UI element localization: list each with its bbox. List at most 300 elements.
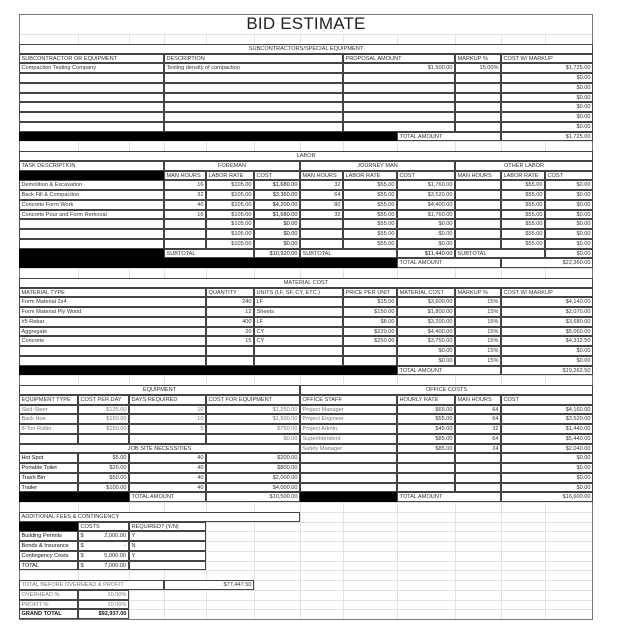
subcontractor-cell[interactable] (455, 83, 501, 93)
office-cell[interactable] (300, 463, 397, 473)
labor-cell[interactable] (164, 239, 206, 249)
labor-cell[interactable]: 40 (164, 200, 206, 210)
section-title-equipment[interactable]: EQUIPMENT (19, 385, 300, 395)
equipment-cell[interactable]: 10 (129, 405, 206, 415)
office-cell[interactable]: $0.00 (501, 463, 593, 473)
fee-label[interactable]: Contingency Costs (19, 551, 78, 561)
office-cell[interactable]: Superintendent (300, 434, 397, 444)
equipment-cell[interactable] (78, 434, 129, 444)
material-cell[interactable]: CY (254, 336, 343, 346)
subcontractor-cell[interactable] (343, 83, 455, 93)
subcontractor-cell[interactable] (19, 122, 164, 132)
office-cell[interactable]: $0.00 (501, 483, 593, 493)
labor-cell[interactable] (164, 229, 206, 239)
jobsite-cell[interactable]: Portable Toilet (19, 463, 78, 473)
fee-label[interactable]: TOTAL (19, 561, 78, 571)
column-header[interactable]: LABOR RATE (343, 171, 397, 181)
labor-total[interactable]: $22,360.00 (501, 258, 593, 268)
total-before-value[interactable]: $77,447.50 (164, 580, 254, 590)
section-title-material[interactable]: MATERIAL COST (19, 278, 593, 288)
labor-cell[interactable]: $0.00 (545, 190, 593, 200)
office-cell[interactable] (455, 453, 501, 463)
labor-cell[interactable] (300, 219, 343, 229)
column-header[interactable]: DAYS REQUIRED (129, 395, 206, 405)
subcontractor-cell[interactable] (343, 93, 455, 103)
jobsite-cell[interactable]: $2,000.00 (206, 473, 300, 483)
labor-cell[interactable]: $55.00 (343, 200, 397, 210)
office-cell[interactable] (397, 473, 455, 483)
subcontractor-cell[interactable] (455, 122, 501, 132)
office-cell[interactable]: $2,040.00 (501, 444, 593, 454)
fee-required[interactable]: N (129, 541, 206, 551)
office-cell[interactable] (397, 453, 455, 463)
office-cell[interactable] (455, 483, 501, 493)
subcontractor-cell[interactable] (343, 122, 455, 132)
material-cell[interactable]: $0.00 (397, 346, 455, 356)
jobsite-cell[interactable]: 40 (129, 463, 206, 473)
task-description[interactable] (19, 229, 164, 239)
column-header[interactable]: SUBCONTRACTOR OR EQUIPMENT (19, 54, 164, 64)
labor-cell[interactable]: $0.00 (545, 219, 593, 229)
column-header[interactable]: COST (397, 171, 455, 181)
labor-cell[interactable]: $3,360.00 (254, 190, 300, 200)
material-cell[interactable]: $0.00 (397, 356, 455, 366)
jobsite-cell[interactable]: 40 (129, 453, 206, 463)
material-cell[interactable]: 15% (455, 346, 501, 356)
labor-cell[interactable]: $105.00 (206, 180, 254, 190)
column-header[interactable]: MATERIAL TYPE (19, 288, 206, 298)
task-description[interactable] (19, 239, 164, 249)
office-cell[interactable]: $55.00 (397, 414, 455, 424)
column-header[interactable]: MAN HOURS (455, 395, 501, 405)
material-cell[interactable]: $3,680.00 (501, 317, 593, 327)
material-cell[interactable]: Form Material 2x4 (19, 297, 206, 307)
fee-required[interactable] (129, 561, 206, 571)
grand-total-label[interactable]: GRAND TOTAL (19, 609, 78, 619)
task-description[interactable]: Back Fill & Compaction (19, 190, 164, 200)
material-cell[interactable]: 15% (455, 327, 501, 337)
office-cell[interactable]: $0.00 (501, 473, 593, 483)
subcontractor-cell[interactable] (164, 93, 343, 103)
office-cell[interactable]: 64 (455, 434, 501, 444)
labor-cell[interactable]: 32 (300, 210, 343, 220)
equipment-cell[interactable] (19, 434, 78, 444)
office-cell[interactable] (455, 463, 501, 473)
labor-cell[interactable]: $0.00 (545, 210, 593, 220)
subcontractor-cell[interactable] (19, 73, 164, 83)
labor-cell[interactable]: $1,760.00 (397, 180, 455, 190)
subcontractor-cell[interactable] (343, 102, 455, 112)
material-cell[interactable]: 400 (206, 317, 254, 327)
subtotal-label[interactable]: SUBTOTAL (164, 249, 254, 259)
column-header[interactable]: MAN HOURS (455, 171, 501, 181)
office-cell[interactable]: Project Admin (300, 424, 397, 434)
task-description[interactable]: Demolition & Excavation (19, 180, 164, 190)
subcontractor-cell[interactable] (19, 102, 164, 112)
labor-cell[interactable]: $105.00 (206, 190, 254, 200)
office-cell[interactable] (397, 483, 455, 493)
subcontractors-total[interactable]: $1,725.00 (501, 132, 593, 142)
subcontractor-cell[interactable]: 15.00% (455, 63, 501, 73)
labor-cell[interactable] (455, 200, 501, 210)
section-title-additional[interactable]: ADDITIONAL FEES & CONTINGENCY (19, 512, 300, 522)
jobsite-cell[interactable]: Trash Bin (19, 473, 78, 483)
labor-cell[interactable]: $0.00 (545, 200, 593, 210)
column-header[interactable]: COST FOR EQUIPMENT (206, 395, 300, 405)
fee-currency[interactable]: $ 7,000.00 (78, 561, 129, 571)
labor-cell[interactable]: 32 (164, 190, 206, 200)
equipment-cell[interactable]: 10 (129, 414, 206, 424)
column-header[interactable]: LABOR RATE (206, 171, 254, 181)
group-header-foreman[interactable]: FOREMAN (164, 161, 300, 171)
labor-cell[interactable] (164, 219, 206, 229)
total-before-label[interactable]: TOTAL BEFORE OVERHEAD & PROFIT (19, 580, 164, 590)
labor-cell[interactable]: $0.00 (254, 239, 300, 249)
material-cell[interactable]: Sheets (254, 307, 343, 317)
column-header[interactable]: PROPOSAL AMOUNT (343, 54, 455, 64)
group-header-journeyman[interactable]: JOURNEY MAN (300, 161, 455, 171)
office-cell[interactable]: $85.00 (397, 434, 455, 444)
material-cell[interactable]: 15% (455, 356, 501, 366)
labor-cell[interactable]: $105.00 (206, 210, 254, 220)
subcontractor-cell[interactable]: $0.00 (501, 93, 593, 103)
group-header-other[interactable]: OTHER LABOR (455, 161, 593, 171)
jobsite-cell[interactable]: $50.00 (78, 473, 129, 483)
material-cell[interactable]: $250.00 (343, 336, 397, 346)
jobsite-cell[interactable]: Hot Spot (19, 453, 78, 463)
section-title-office[interactable]: OFFICE COSTS (300, 385, 593, 395)
labor-cell[interactable]: 64 (300, 190, 343, 200)
column-header[interactable]: COST PER DAY (78, 395, 129, 405)
subcontractor-cell[interactable] (343, 73, 455, 83)
jobsite-cell[interactable]: $20.00 (78, 463, 129, 473)
column-header[interactable]: QUANTITY (206, 288, 254, 298)
jobsite-cell[interactable]: $100.00 (78, 483, 129, 493)
material-cell[interactable] (206, 346, 254, 356)
material-cell[interactable]: $3,750.00 (397, 336, 455, 346)
profit-value[interactable]: 10.00% (78, 600, 129, 610)
overhead-label[interactable]: OVERHEAD % (19, 590, 78, 600)
column-header[interactable]: MATERIAL COST (397, 288, 455, 298)
office-cell[interactable]: Project Manager (300, 405, 397, 415)
labor-cell[interactable] (300, 239, 343, 249)
column-header[interactable]: COST (254, 171, 300, 181)
labor-cell[interactable]: $0.00 (254, 229, 300, 239)
jobsite-cell[interactable]: 40 (129, 483, 206, 493)
labor-cell[interactable]: $55.00 (343, 210, 397, 220)
subcontractor-cell[interactable] (19, 83, 164, 93)
fee-currency[interactable]: $ - (78, 541, 129, 551)
fee-required[interactable]: Y (129, 551, 206, 561)
labor-cell[interactable]: $0.00 (397, 229, 455, 239)
material-cell[interactable] (19, 346, 206, 356)
labor-cell[interactable]: $4,400.00 (397, 200, 455, 210)
office-cell[interactable]: Safety Manager (300, 444, 397, 454)
subtotal-label[interactable]: SUBTOTAL (455, 249, 545, 259)
equipment-cell[interactable]: $750.00 (206, 424, 300, 434)
subcontractor-cell[interactable] (164, 83, 343, 93)
office-cell[interactable]: 32 (455, 424, 501, 434)
material-cell[interactable]: $2,070.00 (501, 307, 593, 317)
column-header[interactable]: UNITS (LF, SF, CY, ETC.) (254, 288, 343, 298)
office-cell[interactable] (455, 473, 501, 483)
office-cell[interactable]: $4,160.00 (501, 405, 593, 415)
fee-currency[interactable]: $ 5,000.00 (78, 551, 129, 561)
other-subtotal[interactable]: $0.00 (545, 249, 593, 259)
subcontractor-cell[interactable]: $1,725.00 (501, 63, 593, 73)
labor-cell[interactable]: $0.00 (397, 239, 455, 249)
labor-cell[interactable]: 16 (164, 180, 206, 190)
column-header[interactable]: DESCRIPTION (164, 54, 343, 64)
column-header[interactable]: MARKUP % (455, 288, 501, 298)
material-cell[interactable]: $4,140.00 (501, 297, 593, 307)
material-cell[interactable]: $15.00 (343, 297, 397, 307)
column-header[interactable]: OFFICE STAFF (300, 395, 397, 405)
labor-cell[interactable]: $0.00 (397, 219, 455, 229)
total-label[interactable]: TOTAL AMOUNT (397, 258, 501, 268)
labor-cell[interactable]: $55.00 (501, 200, 545, 210)
equipment-cell[interactable]: $150.00 (78, 424, 129, 434)
labor-cell[interactable]: $0.00 (254, 219, 300, 229)
subcontractor-cell[interactable]: Testing density of compaction (164, 63, 343, 73)
column-header[interactable]: COST W/ MARKUP (501, 54, 593, 64)
column-header[interactable]: PRICE PER UNIT (343, 288, 397, 298)
material-cell[interactable]: $4,312.50 (501, 336, 593, 346)
section-title-subcontractors[interactable]: SUBCONTRACTORS/SPECIAL EQUIPMENT (19, 44, 593, 54)
material-cell[interactable]: LF (254, 317, 343, 327)
material-cell[interactable] (19, 356, 206, 366)
equipment-cell[interactable]: $1,250.00 (206, 405, 300, 415)
material-cell[interactable]: 20 (206, 327, 254, 337)
material-cell[interactable]: $5,060.00 (501, 327, 593, 337)
material-cell[interactable]: $150.00 (343, 307, 397, 317)
office-cell[interactable]: $3,520.00 (501, 414, 593, 424)
material-cell[interactable]: $1,800.00 (397, 307, 455, 317)
material-cell[interactable] (206, 356, 254, 366)
office-cell[interactable] (300, 483, 397, 493)
labor-cell[interactable]: $55.00 (501, 219, 545, 229)
jobsite-cell[interactable]: $4,000.00 (206, 483, 300, 493)
office-cell[interactable] (300, 453, 397, 463)
material-cell[interactable]: $0.00 (501, 356, 593, 366)
labor-cell[interactable]: $55.00 (501, 239, 545, 249)
column-header[interactable]: MARKUP % (455, 54, 501, 64)
material-cell[interactable]: 12 (206, 307, 254, 317)
labor-cell[interactable]: $55.00 (343, 219, 397, 229)
material-cell[interactable]: 15 (206, 336, 254, 346)
subcontractor-cell[interactable] (164, 122, 343, 132)
labor-cell[interactable]: $0.00 (545, 229, 593, 239)
material-cell[interactable]: CY (254, 327, 343, 337)
labor-cell[interactable]: $55.00 (343, 190, 397, 200)
material-cell[interactable] (254, 356, 343, 366)
material-cell[interactable]: #5 Rebar (19, 317, 206, 327)
fee-label[interactable]: Building Permits (19, 531, 78, 541)
material-cell[interactable]: 15% (455, 307, 501, 317)
task-description[interactable] (19, 219, 164, 229)
subcontractor-cell[interactable] (19, 93, 164, 103)
subcontractor-cell[interactable]: $1,500.00 (343, 63, 455, 73)
labor-cell[interactable]: $55.00 (343, 239, 397, 249)
column-header[interactable]: COST W/ MARKUP (501, 288, 593, 298)
labor-cell[interactable] (455, 180, 501, 190)
fee-currency[interactable]: $ 2,000.00 (78, 531, 129, 541)
subtotal-label[interactable]: SUBTOTAL (300, 249, 397, 259)
equipment-cell[interactable]: $125.00 (78, 405, 129, 415)
subcontractor-cell[interactable]: $0.00 (501, 122, 593, 132)
labor-cell[interactable]: $55.00 (501, 190, 545, 200)
column-header[interactable]: LABOR RATE (501, 171, 545, 181)
labor-cell[interactable]: $1,680.00 (254, 210, 300, 220)
material-total[interactable]: $19,262.50 (501, 366, 593, 376)
labor-cell[interactable]: $55.00 (501, 229, 545, 239)
material-cell[interactable]: 15% (455, 317, 501, 327)
labor-cell[interactable] (455, 190, 501, 200)
material-cell[interactable]: $220.00 (343, 327, 397, 337)
jobsite-cell[interactable]: $5.00 (78, 453, 129, 463)
labor-cell[interactable]: $55.00 (501, 210, 545, 220)
total-label[interactable]: TOTAL AMOUNT (397, 492, 501, 502)
foreman-subtotal[interactable]: $10,920.00 (254, 249, 300, 259)
labor-cell[interactable] (455, 210, 501, 220)
labor-cell[interactable]: 32 (300, 180, 343, 190)
grand-total-value[interactable]: $92,937.00 (78, 609, 129, 619)
subcontractor-cell[interactable] (19, 112, 164, 122)
office-cell[interactable]: 64 (455, 414, 501, 424)
subcontractor-cell[interactable]: $0.00 (501, 83, 593, 93)
subcontractor-cell[interactable]: $0.00 (501, 73, 593, 83)
labor-cell[interactable]: $105.00 (206, 200, 254, 210)
equipment-cell[interactable]: $1,500.00 (206, 414, 300, 424)
material-cell[interactable]: $0.00 (501, 346, 593, 356)
labor-cell[interactable]: $105.00 (206, 219, 254, 229)
equipment-cell[interactable] (129, 434, 206, 444)
subcontractor-cell[interactable] (164, 102, 343, 112)
fee-label[interactable]: Bonds & Insurance (19, 541, 78, 551)
labor-cell[interactable]: $0.00 (545, 180, 593, 190)
subcontractor-cell[interactable] (455, 102, 501, 112)
subcontractor-cell[interactable] (343, 112, 455, 122)
section-title-labor[interactable]: LABOR (19, 151, 593, 161)
subcontractor-cell[interactable] (164, 73, 343, 83)
column-header[interactable]: COST (501, 395, 593, 405)
labor-cell[interactable]: $1,760.00 (397, 210, 455, 220)
journeyman-subtotal[interactable]: $11,440.00 (397, 249, 455, 259)
jobsite-cell[interactable]: 40 (129, 473, 206, 483)
subcontractor-cell[interactable]: $0.00 (501, 102, 593, 112)
material-cell[interactable]: Concrete (19, 336, 206, 346)
labor-cell[interactable]: $0.00 (545, 239, 593, 249)
column-header[interactable]: HOURLY RATE (397, 395, 455, 405)
labor-cell[interactable]: 80 (300, 200, 343, 210)
labor-cell[interactable]: $105.00 (206, 239, 254, 249)
column-header[interactable]: COST (545, 171, 593, 181)
subcontractor-cell[interactable]: Compaction Testing Company (19, 63, 164, 73)
material-cell[interactable]: 15% (455, 336, 501, 346)
equipment-cell[interactable]: Back Hoe (19, 414, 78, 424)
material-cell[interactable]: $8.00 (343, 317, 397, 327)
labor-cell[interactable]: $55.00 (501, 180, 545, 190)
material-cell[interactable]: $3,200.00 (397, 317, 455, 327)
labor-cell[interactable]: $3,520.00 (397, 190, 455, 200)
equipment-cell[interactable]: $150.00 (78, 414, 129, 424)
subcontractor-cell[interactable]: $0.00 (501, 112, 593, 122)
office-total[interactable]: $16,600.00 (501, 492, 593, 502)
jobsite-cell[interactable]: $200.00 (206, 453, 300, 463)
material-cell[interactable] (343, 356, 397, 366)
total-label[interactable]: TOTAL AMOUNT (129, 492, 206, 502)
equipment-total[interactable]: $10,500.00 (206, 492, 300, 502)
equipment-cell[interactable]: 8-Ton Roller (19, 424, 78, 434)
subcontractor-cell[interactable] (455, 73, 501, 83)
labor-cell[interactable] (455, 219, 501, 229)
jobsite-cell[interactable]: Trailer (19, 483, 78, 493)
labor-cell[interactable]: 16 (164, 210, 206, 220)
office-cell[interactable]: $5,440.00 (501, 434, 593, 444)
subcontractor-cell[interactable] (455, 112, 501, 122)
column-header[interactable]: EQUIPMENT TYPE (19, 395, 78, 405)
material-cell[interactable]: LF (254, 297, 343, 307)
office-cell[interactable]: 24 (455, 444, 501, 454)
section-title-jobsite[interactable]: JOB SITE NECESSITIES (19, 444, 300, 454)
office-cell[interactable] (300, 473, 397, 483)
subcontractor-cell[interactable] (455, 93, 501, 103)
labor-cell[interactable]: $55.00 (343, 229, 397, 239)
labor-cell[interactable]: $1,680.00 (254, 180, 300, 190)
labor-cell[interactable] (300, 229, 343, 239)
office-cell[interactable]: $65.00 (397, 405, 455, 415)
labor-cell[interactable]: $105.00 (206, 229, 254, 239)
column-header-task[interactable]: TASK DESCRIPTION (19, 161, 164, 171)
total-label[interactable]: TOTAL AMOUNT (397, 366, 501, 376)
office-cell[interactable]: $0.00 (501, 453, 593, 463)
material-cell[interactable]: Form Material Ply Wood (19, 307, 206, 317)
column-header-costs[interactable]: COSTS (78, 522, 129, 532)
task-description[interactable]: Concrete Pour and Form Removal (19, 210, 164, 220)
labor-cell[interactable]: $55.00 (343, 180, 397, 190)
subcontractor-cell[interactable] (164, 112, 343, 122)
material-cell[interactable]: 240 (206, 297, 254, 307)
material-cell[interactable]: $3,600.00 (397, 297, 455, 307)
column-header-required[interactable]: REQUIRED? (Y/N) (129, 522, 206, 532)
column-header[interactable]: MAN HOURS (300, 171, 343, 181)
office-cell[interactable]: $85.00 (397, 444, 455, 454)
office-cell[interactable]: Project Engineer (300, 414, 397, 424)
material-cell[interactable] (254, 346, 343, 356)
task-description[interactable]: Concrete Form Work (19, 200, 164, 210)
jobsite-cell[interactable]: $800.00 (206, 463, 300, 473)
labor-cell[interactable] (455, 229, 501, 239)
material-cell[interactable]: Aggregate (19, 327, 206, 337)
equipment-cell[interactable]: Skid-Steer (19, 405, 78, 415)
profit-label[interactable]: PROFIT % (19, 600, 78, 610)
material-cell[interactable] (343, 346, 397, 356)
equipment-cell[interactable]: 5 (129, 424, 206, 434)
material-cell[interactable]: 15% (455, 297, 501, 307)
office-cell[interactable]: 64 (455, 405, 501, 415)
office-cell[interactable]: $1,440.00 (501, 424, 593, 434)
equipment-cell[interactable]: $0.00 (206, 434, 300, 444)
labor-cell[interactable]: $4,200.00 (254, 200, 300, 210)
total-label[interactable]: TOTAL AMOUNT (397, 132, 501, 142)
office-cell[interactable]: $45.00 (397, 424, 455, 434)
office-cell[interactable] (397, 463, 455, 473)
material-cell[interactable]: $4,400.00 (397, 327, 455, 337)
overhead-value[interactable]: 10.00% (78, 590, 129, 600)
column-header[interactable]: MAN HOURS (164, 171, 206, 181)
fee-required[interactable]: Y (129, 531, 206, 541)
labor-cell[interactable] (455, 239, 501, 249)
